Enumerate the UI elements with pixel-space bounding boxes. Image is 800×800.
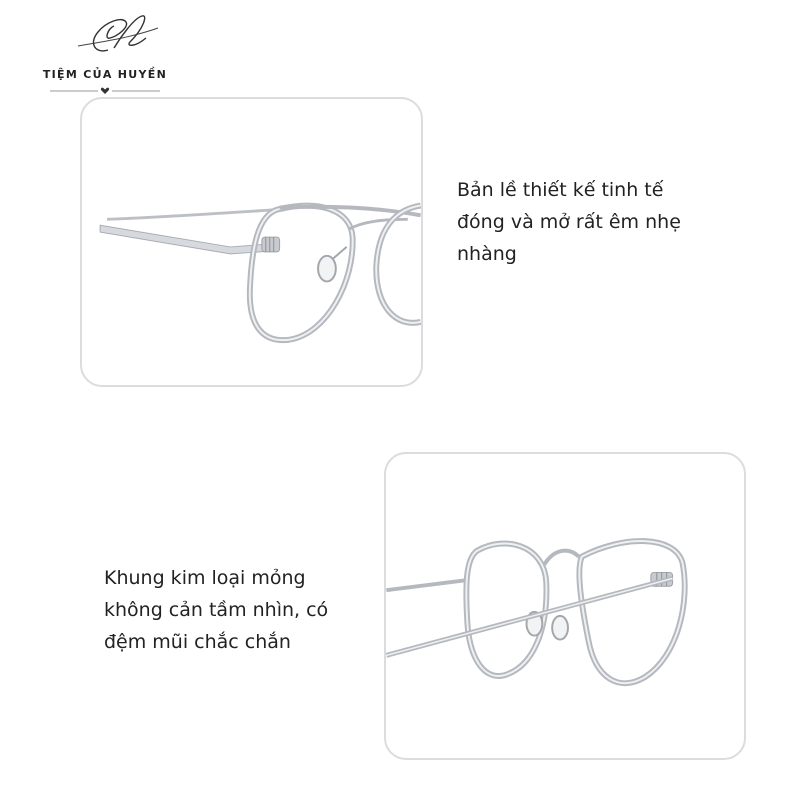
- caption-line: không cản tầm nhìn, có: [104, 599, 329, 621]
- frame-feature-caption: [104, 562, 328, 658]
- brand-name: TIỆM CỦA HUYỀN: [42, 68, 168, 81]
- glasses-frame-photo-icon: [386, 454, 744, 758]
- brand-header: [30, 8, 190, 93]
- hinge-feature-caption: [457, 174, 681, 270]
- caption-line: đệm mũi chắc chắn: [104, 631, 291, 653]
- caption-line: đóng và mở rất êm nhẹ: [457, 211, 681, 233]
- script-monogram-logo-icon: [30, 8, 190, 63]
- caption-line: nhàng: [457, 243, 517, 265]
- glasses-hinge-photo-icon: [82, 99, 421, 385]
- hinge-photo-card: [80, 97, 423, 387]
- caption-line: Bản lề thiết kế tinh tế: [457, 179, 664, 201]
- frame-photo-card: [384, 452, 746, 760]
- caption-line: Khung kim loại mỏng: [104, 567, 306, 589]
- heart-divider-icon: [50, 86, 160, 96]
